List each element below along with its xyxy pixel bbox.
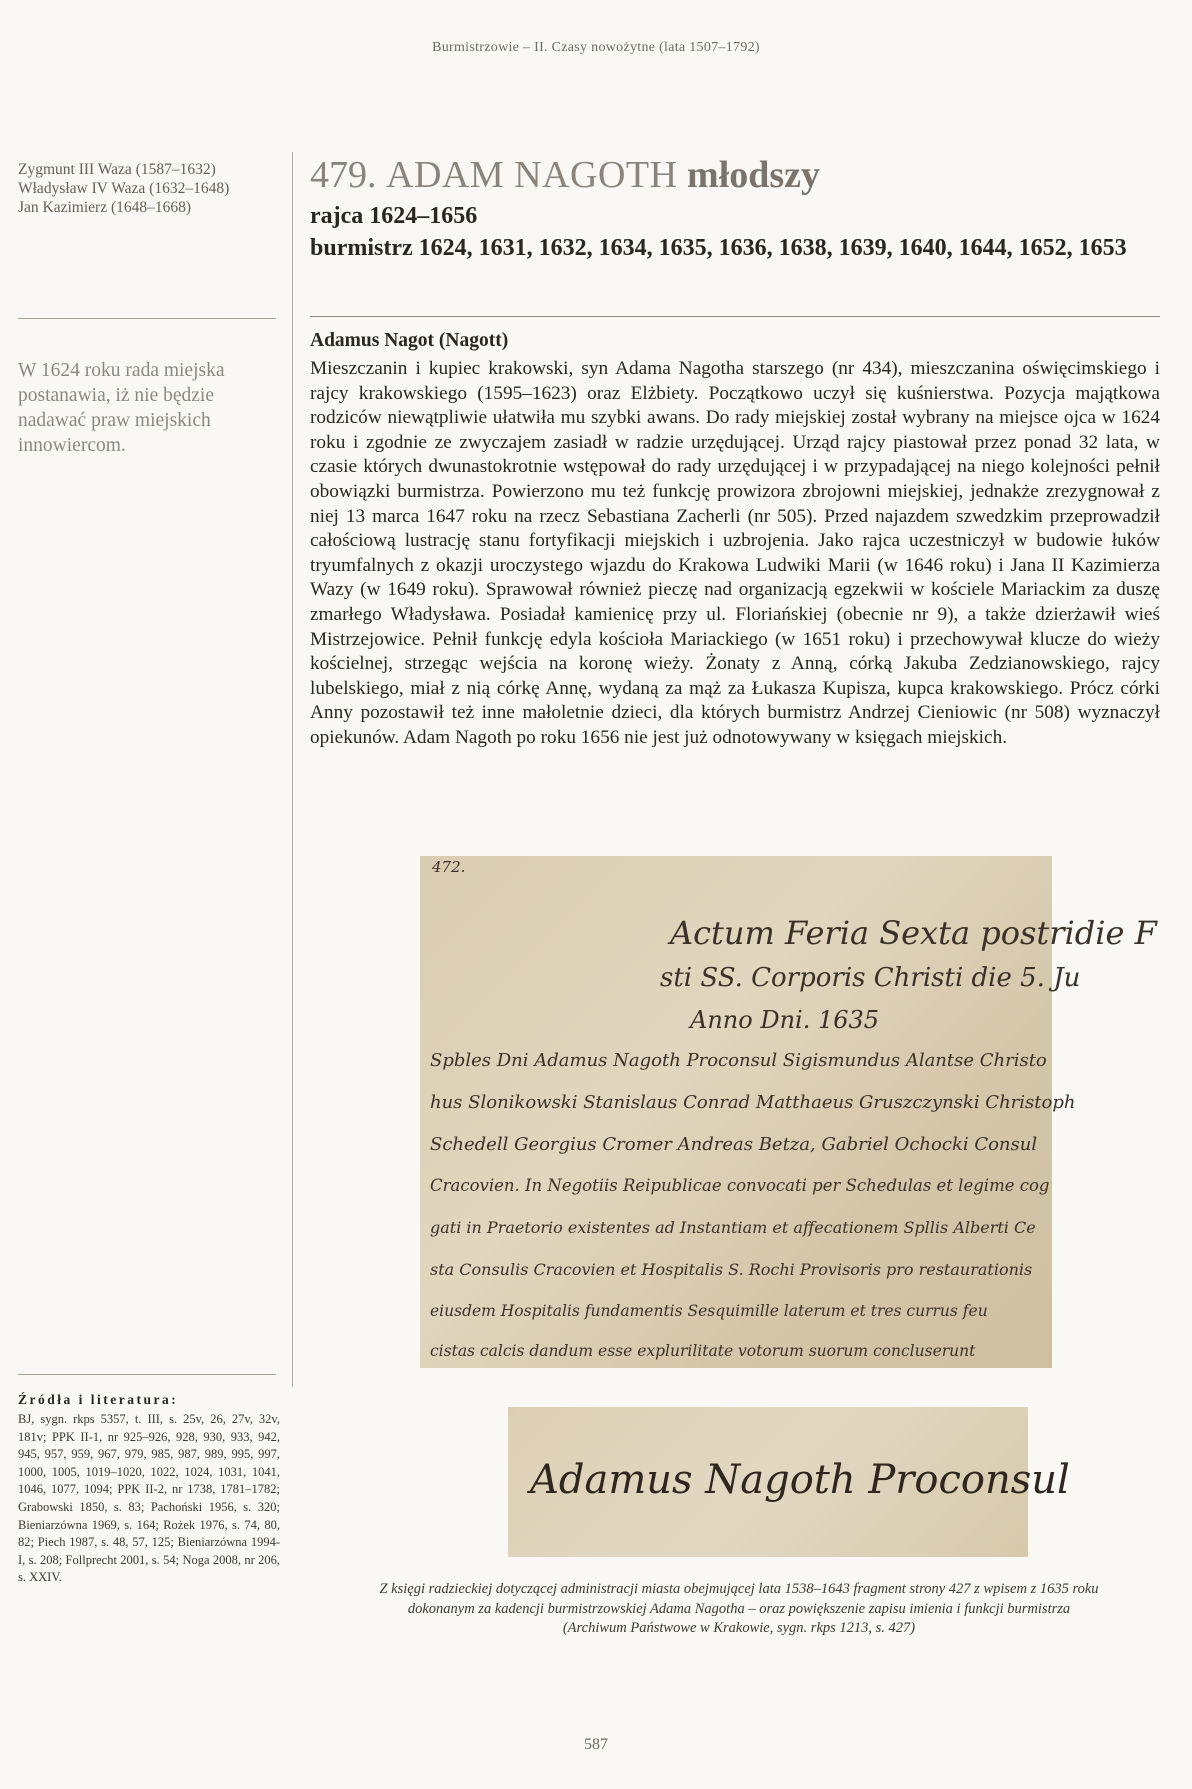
entry-suffix: młodszy xyxy=(687,154,821,196)
caption-line: (Archiwum Państwowe w Krakowie, sygn. rkps 1213, s. 427) xyxy=(562,1620,916,1636)
entry-name: ADAM NAGOTH xyxy=(386,154,678,196)
ms-line: hus Slonikowski Stanislaus Conrad Matthaeus Gruszczynski Christoph xyxy=(430,1092,1076,1113)
monarch-item: Władysław IV Waza (1632–1648) xyxy=(18,180,230,197)
signature-text: Adamus Nagoth Proconsul xyxy=(530,1457,1070,1503)
page-number: 587 xyxy=(584,1736,608,1753)
ms-line: sta Consulis Cracovien et Hospitalis S. Rochi Provisoris pro restaurationis xyxy=(430,1260,1033,1279)
sources-text: BJ, sygn. rkps 5357, t. III, s. 25v, 26, 27v, 32v, 181v; PPK II-1, nr 925–926, 928, 930, 933, 942, 945, 957, 959, 967, 979, 985, 987, 989, 995, 997, 1000, 1005, 1019–1020, 1022, 1024, 1031, 1041, 1046, 1077, 1094; PPK II-2, nr 1738, 1781–1782; Grabowski 1850, s. 83; Pachoński 1956, s. 320; Bieniarzówna 1969, s. 164; Rożek 1976, s. 74, 80, 82; Piech 1987, s. 48, 57, 125; Bieniarzówna 1994-I, s. 208; Follprecht 2001, s. 54; Noga 2008, nr 206, s. XXIV. xyxy=(18,1412,280,1585)
ms-line: 472. xyxy=(432,858,466,876)
ms-line: eiusdem Hospitalis fundamentis Sesquimille laterum et tres currus feu xyxy=(430,1302,988,1320)
running-head: Burmistrzowie – II. Czasy nowożytne (lata 1507–1792) xyxy=(432,40,760,55)
ms-line: Spbles Dni Adamus Nagoth Proconsul Sigismundus Alantse Christo xyxy=(430,1050,1047,1071)
signature-image xyxy=(508,1407,1070,1557)
entry-title xyxy=(310,152,1160,198)
ms-line: gati in Praetorio existentes ad Instantiam et affecationem Spllis Alberti Ce xyxy=(430,1218,1036,1237)
ms-line: Schedell Georgius Cromer Andreas Betza, Gabriel Ochocki Consul xyxy=(430,1134,1038,1155)
monarchs-list xyxy=(18,160,276,217)
offices xyxy=(310,200,1160,264)
caption-line: Z księgi radzieckiej dotyczącej administracji miasta obejmującej lata 1538–1643 fragment strony 427 z wpisem z 1635 roku xyxy=(379,1581,1099,1597)
ms-line: sti SS. Corporis Christi die 5. Ju xyxy=(660,963,1081,993)
caption-line: dokonanym za kadencji burmistrzowskiej Adama Nagotha – oraz powiększenie zapisu imienia i funkcji burmistrza xyxy=(407,1600,1071,1617)
office-line: rajca 1624–1656 xyxy=(310,203,478,229)
entry-number: 479. xyxy=(310,154,377,196)
figure-caption xyxy=(300,1580,1178,1639)
monarch-item: Jan Kazimierz (1648–1668) xyxy=(18,199,192,216)
ms-line: Anno Dni. 1635 xyxy=(690,1006,880,1034)
sidenote: W 1624 roku rada miejska postanawia, iż nie będzie nadawać praw miejskich innowiercom. xyxy=(18,360,225,456)
ms-line: Actum Feria Sexta postridie F xyxy=(670,914,1157,952)
sources-divider xyxy=(18,1374,276,1375)
biography: Mieszczanin i kupiec krakowski, syn Adama Nagotha starszego (nr 434), mieszczanina oświęcimskiego i rajcy krakowskiego (1595–1623) oraz Elżbiety. Początkowo uczył się kuśnierstwa. Pozycja majątkowa rodziców niewątpliwie ułatwiła mu szybki awans. Do rady miejskiej został wybrany na miejsce ojca w 1624 roku i zgodnie ze zwyczajem zasiadł w radzie urzędującej. Urząd rajcy piastował przez ponad 32 lata, w czasie których dwunastokrotnie wstępował do rady urzędującej i w przypadającej na niego kolejności pełnił obowiązki burmistrza. Powierzono mu też funkcję prowizora zbrojowni miejskiej, jednakże zrezygnował z niej 13 marca 1647 roku na rzecz Sebastiana Zacherli (nr 505). Przed najazdem szwedzkim przeprowadził całościową lustrację stanu fortyfikacji miejskich i uzbrojenia. Jako rajca uczestniczył w budowie łuków tryumfalnych z okazji uroczystego wjazdu do Krakowa Ludwiki Marii (w 1646 roku) i Jana II Kazimierza Wazy (w 1649 roku). Sprawował również pieczę nad organizacją egzekwii w kościele Mariackim za duszę zmarłego Władysława. Posiadał kamienicę przy ul. Floriańskiej (obecnie nr 9), a także dzierżawił wieś Mistrzejowice. Pełnił funkcję edyla kościoła Mariackiego (w 1651 roku) i przechowywał klucze do wieży kościelnej, strzegąc wejścia na koronę wieży. Żonaty z Anną, córką Jakuba Zedzianowskiego, rajcy lubelskiego, miał z nią córkę Annę, wydaną za mąż za Łukasza Kupisza, kupca krakowskiego. Prócz córki Anny pozostawił też inne małoletnie dzieci, dla których burmistrz Andrzej Cieniowic (nr 508) wyznaczył opiekunów. Adam Nagoth po roku 1656 nie jest już odnotowywany w księgach miejskich. xyxy=(310,358,1160,748)
title-divider xyxy=(310,316,1160,317)
left-divider xyxy=(18,318,276,319)
sources-title: Źródła i literatura: xyxy=(18,1392,179,1407)
ms-line: cistas calcis dandum esse explurilitate votorum suorum concluserunt xyxy=(430,1342,976,1360)
monarch-item: Zygmunt III Waza (1587–1632) xyxy=(18,161,216,178)
name-variant: Adamus Nagot (Nagott) xyxy=(310,330,509,351)
office-line: burmistrz 1624, 1631, 1632, 1634, 1635, 1636, 1638, 1639, 1640, 1644, 1652, 1653 xyxy=(310,235,1127,261)
manuscript-image xyxy=(420,856,1157,1368)
column-divider xyxy=(292,152,293,1387)
ms-line: Cracovien. In Negotiis Reipublicae convocati per Schedulas et legime cog xyxy=(430,1176,1050,1195)
